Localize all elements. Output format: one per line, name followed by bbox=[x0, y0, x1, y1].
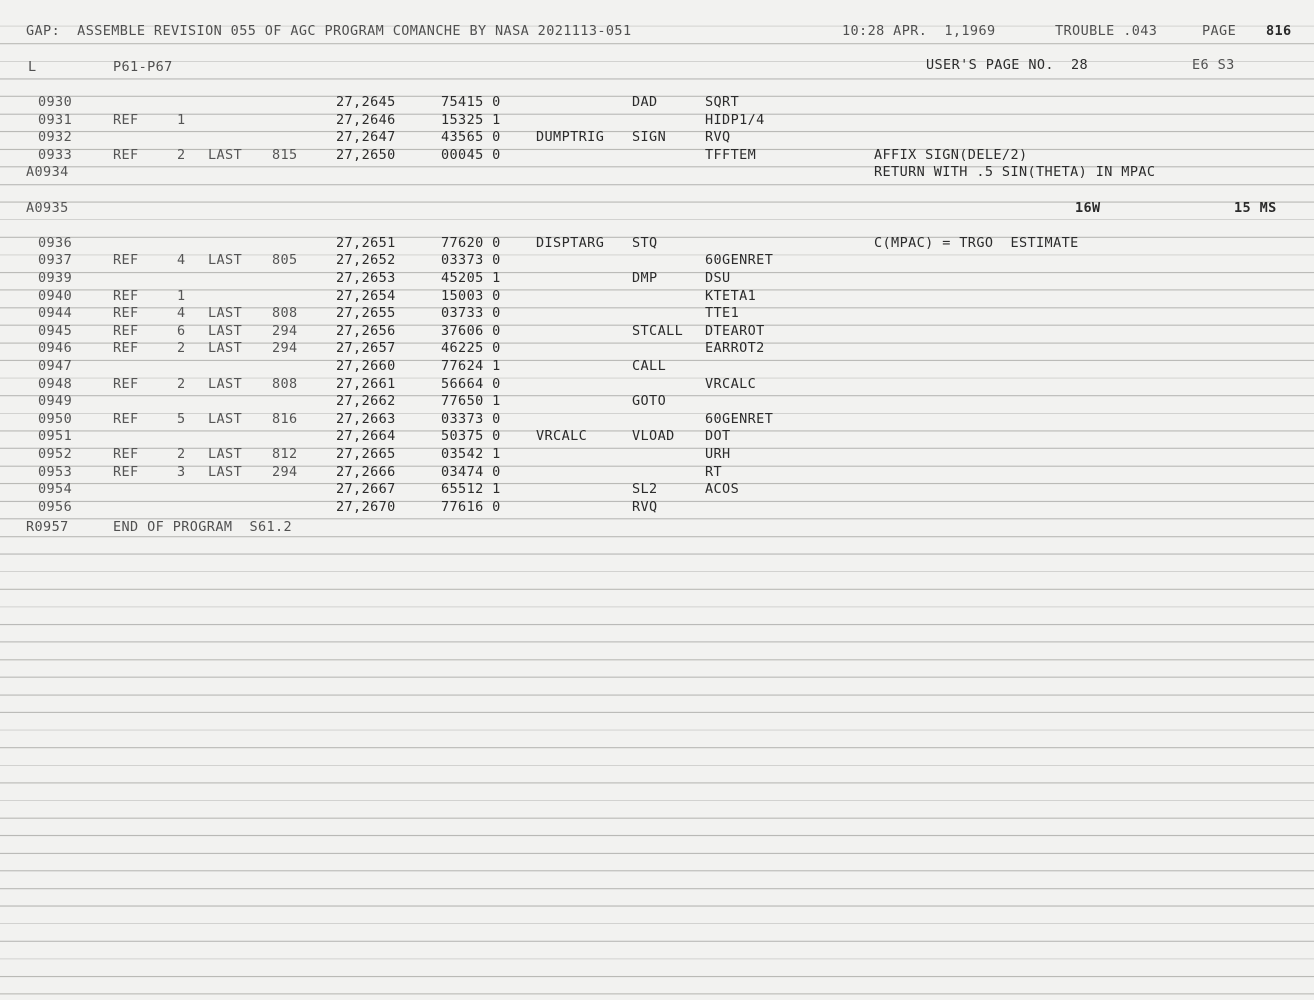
last-page: 816 bbox=[272, 410, 298, 427]
opcode: DAD bbox=[632, 94, 658, 110]
ref-label: REF bbox=[113, 446, 139, 462]
listing-row bbox=[0, 465, 1314, 481]
octal-word: 56664 0 bbox=[441, 375, 501, 392]
operand: DSU bbox=[705, 270, 731, 286]
line-number: 0933 bbox=[38, 146, 73, 163]
last-page: 812 bbox=[272, 446, 298, 462]
opcode: GOTO bbox=[632, 393, 667, 410]
ref-count: 4 bbox=[177, 305, 186, 322]
operand: TTE1 bbox=[705, 305, 740, 322]
ref-label: REF bbox=[113, 111, 139, 128]
operand: DTEAROT bbox=[705, 322, 765, 339]
listing-row bbox=[0, 500, 1314, 516]
trouble-code: TROUBLE .043 bbox=[1055, 23, 1158, 39]
ref-count: 2 bbox=[177, 375, 186, 392]
octal-word: 77650 1 bbox=[441, 393, 501, 410]
ref-label: REF bbox=[113, 305, 139, 322]
octal-word: 77616 0 bbox=[441, 498, 501, 515]
address: 27,2657 bbox=[336, 340, 396, 357]
last-page: 815 bbox=[272, 146, 298, 163]
ref-label: REF bbox=[113, 146, 139, 163]
last-label: LAST bbox=[208, 446, 243, 462]
ref-label: REF bbox=[113, 463, 139, 480]
listing-row bbox=[0, 394, 1314, 410]
last-page: 808 bbox=[272, 375, 298, 392]
octal-word: 77624 1 bbox=[441, 358, 501, 374]
address: 27,2651 bbox=[336, 234, 396, 251]
address: 27,2664 bbox=[336, 428, 396, 445]
octal-word: 03474 0 bbox=[441, 463, 501, 480]
address: 27,2661 bbox=[336, 375, 396, 392]
line-number: 0949 bbox=[38, 393, 73, 410]
address: 27,2662 bbox=[336, 393, 396, 410]
operand: HIDP1/4 bbox=[705, 111, 765, 128]
octal-word: 03733 0 bbox=[441, 305, 501, 322]
line-number: A0935 bbox=[26, 199, 69, 216]
octal-word: 03373 0 bbox=[441, 252, 501, 269]
listing-row bbox=[0, 271, 1314, 287]
ref-count: 3 bbox=[177, 463, 186, 480]
last-page: 808 bbox=[272, 305, 298, 322]
section-marker: L bbox=[28, 59, 37, 75]
listing-row bbox=[0, 183, 1314, 199]
address: 27,2660 bbox=[336, 358, 396, 374]
line-number: 0951 bbox=[38, 428, 73, 445]
last-label: LAST bbox=[208, 305, 243, 322]
line-number: 0946 bbox=[38, 340, 73, 357]
end-of-program: END OF PROGRAM S61.2 bbox=[113, 519, 293, 535]
ref-label: REF bbox=[113, 340, 139, 357]
listing-row bbox=[0, 412, 1314, 428]
address: 27,2646 bbox=[336, 111, 396, 128]
octal-word: 03542 1 bbox=[441, 446, 501, 462]
operand: RVQ bbox=[705, 129, 731, 146]
line-number: 0940 bbox=[38, 287, 73, 304]
octal-word: 15003 0 bbox=[441, 287, 501, 304]
listing-row bbox=[0, 482, 1314, 498]
line-number: 0931 bbox=[38, 111, 73, 128]
operand: RT bbox=[705, 463, 723, 480]
comment: C(MPAC) = TRGO ESTIMATE bbox=[874, 234, 1079, 251]
ref-count: 1 bbox=[177, 287, 186, 304]
last-label: LAST bbox=[208, 375, 243, 392]
line-number: 0937 bbox=[38, 252, 73, 269]
listing-row bbox=[0, 130, 1314, 146]
opcode: CALL bbox=[632, 358, 667, 374]
listing-row bbox=[0, 341, 1314, 357]
address: 27,2654 bbox=[336, 287, 396, 304]
last-page: 294 bbox=[272, 463, 298, 480]
listing-row bbox=[0, 306, 1314, 322]
octal-word: 45205 1 bbox=[441, 270, 501, 286]
listing-row bbox=[0, 201, 1314, 217]
operand: VRCALC bbox=[705, 375, 757, 392]
listing-row bbox=[0, 377, 1314, 393]
octal-word: 03373 0 bbox=[441, 410, 501, 427]
address: 27,2645 bbox=[336, 94, 396, 110]
octal-word: 75415 0 bbox=[441, 94, 501, 110]
address: 27,2665 bbox=[336, 446, 396, 462]
symbol-label: DUMPTRIG bbox=[536, 129, 605, 146]
footer-line-number: R0957 bbox=[26, 519, 69, 535]
line-number: 0950 bbox=[38, 410, 73, 427]
line-number: 0930 bbox=[38, 94, 73, 110]
listing-row bbox=[0, 165, 1314, 181]
line-number: 0956 bbox=[38, 498, 73, 515]
execution-time: 15 MS bbox=[1234, 199, 1277, 216]
listing-row bbox=[0, 95, 1314, 111]
opcode: SIGN bbox=[632, 129, 667, 146]
operand: DOT bbox=[705, 428, 731, 445]
listing-row bbox=[0, 429, 1314, 445]
opcode: VLOAD bbox=[632, 428, 675, 445]
last-label: LAST bbox=[208, 252, 243, 269]
opcode: SL2 bbox=[632, 481, 658, 498]
ref-label: REF bbox=[113, 410, 139, 427]
listing-row bbox=[0, 253, 1314, 269]
last-label: LAST bbox=[208, 322, 243, 339]
symbol-label: DISPTARG bbox=[536, 234, 605, 251]
octal-word: 37606 0 bbox=[441, 322, 501, 339]
octal-word: 77620 0 bbox=[441, 234, 501, 251]
ref-count: 6 bbox=[177, 322, 186, 339]
octal-word: 43565 0 bbox=[441, 129, 501, 146]
listing-row bbox=[0, 359, 1314, 375]
ref-label: REF bbox=[113, 322, 139, 339]
listing-row bbox=[0, 236, 1314, 252]
ref-count: 4 bbox=[177, 252, 186, 269]
address: 27,2666 bbox=[336, 463, 396, 480]
address: 27,2663 bbox=[336, 410, 396, 427]
last-label: LAST bbox=[208, 463, 243, 480]
word-count: 16W bbox=[1075, 199, 1101, 216]
line-number: 0952 bbox=[38, 446, 73, 462]
operand: KTETA1 bbox=[705, 287, 757, 304]
address: 27,2653 bbox=[336, 270, 396, 286]
octal-word: 65512 1 bbox=[441, 481, 501, 498]
opcode: STCALL bbox=[632, 322, 684, 339]
listing-timestamp: 10:28 APR. 1,1969 bbox=[842, 23, 996, 39]
line-number: 0954 bbox=[38, 481, 73, 498]
operand: ACOS bbox=[705, 481, 740, 498]
symbol-label: VRCALC bbox=[536, 428, 588, 445]
line-number: 0948 bbox=[38, 375, 73, 392]
ref-label: REF bbox=[113, 287, 139, 304]
ref-label: REF bbox=[113, 252, 139, 269]
address: 27,2670 bbox=[336, 498, 396, 515]
line-number: 0939 bbox=[38, 270, 73, 286]
operand: EARROT2 bbox=[705, 340, 765, 357]
operand: SQRT bbox=[705, 94, 740, 110]
address: 27,2656 bbox=[336, 322, 396, 339]
ref-count: 2 bbox=[177, 146, 186, 163]
ref-label: REF bbox=[113, 375, 139, 392]
opcode: DMP bbox=[632, 270, 658, 286]
last-page: 294 bbox=[272, 340, 298, 357]
line-number: 0947 bbox=[38, 358, 73, 374]
octal-word: 46225 0 bbox=[441, 340, 501, 357]
octal-word: 15325 1 bbox=[441, 111, 501, 128]
last-label: LAST bbox=[208, 146, 243, 163]
ref-count: 5 bbox=[177, 410, 186, 427]
ref-count: 1 bbox=[177, 111, 186, 128]
operand: 60GENRET bbox=[705, 410, 774, 427]
page-number: 816 bbox=[1266, 23, 1292, 39]
address: 27,2652 bbox=[336, 252, 396, 269]
opcode: STQ bbox=[632, 234, 658, 251]
ref-count: 2 bbox=[177, 340, 186, 357]
address: 27,2650 bbox=[336, 146, 396, 163]
address: 27,2655 bbox=[336, 305, 396, 322]
listing-row bbox=[0, 324, 1314, 340]
address: 27,2667 bbox=[336, 481, 396, 498]
operand: URH bbox=[705, 446, 731, 462]
listing-row bbox=[0, 218, 1314, 234]
operand: 60GENRET bbox=[705, 252, 774, 269]
line-number: 0932 bbox=[38, 129, 73, 146]
line-number: A0934 bbox=[26, 164, 69, 181]
last-label: LAST bbox=[208, 340, 243, 357]
listing-row bbox=[0, 447, 1314, 463]
ref-count: 2 bbox=[177, 446, 186, 462]
comment: AFFIX SIGN(DELE/2) bbox=[874, 146, 1028, 163]
page-label: PAGE bbox=[1202, 23, 1237, 39]
operand: TFFTEM bbox=[705, 146, 757, 163]
octal-word: 00045 0 bbox=[441, 146, 501, 163]
opcode: RVQ bbox=[632, 498, 658, 515]
octal-word: 50375 0 bbox=[441, 428, 501, 445]
line-number: 0945 bbox=[38, 322, 73, 339]
last-page: 805 bbox=[272, 252, 298, 269]
comment: RETURN WITH .5 SIN(THETA) IN MPAC bbox=[874, 164, 1156, 181]
listing-row bbox=[0, 289, 1314, 305]
listing-row bbox=[0, 113, 1314, 129]
listing-title: GAP: ASSEMBLE REVISION 055 OF AGC PROGRAM COMANCHE BY NASA 2021113-051 bbox=[26, 23, 632, 39]
listing-row bbox=[0, 148, 1314, 164]
line-number: 0953 bbox=[38, 463, 73, 480]
section-range: P61-P67 bbox=[113, 59, 173, 75]
last-page: 294 bbox=[272, 322, 298, 339]
line-number: 0944 bbox=[38, 305, 73, 322]
page-code: E6 S3 bbox=[1192, 57, 1235, 73]
users-page-number: USER'S PAGE NO. 28 bbox=[926, 57, 1089, 73]
last-label: LAST bbox=[208, 410, 243, 427]
address: 27,2647 bbox=[336, 129, 396, 146]
line-number: 0936 bbox=[38, 234, 73, 251]
